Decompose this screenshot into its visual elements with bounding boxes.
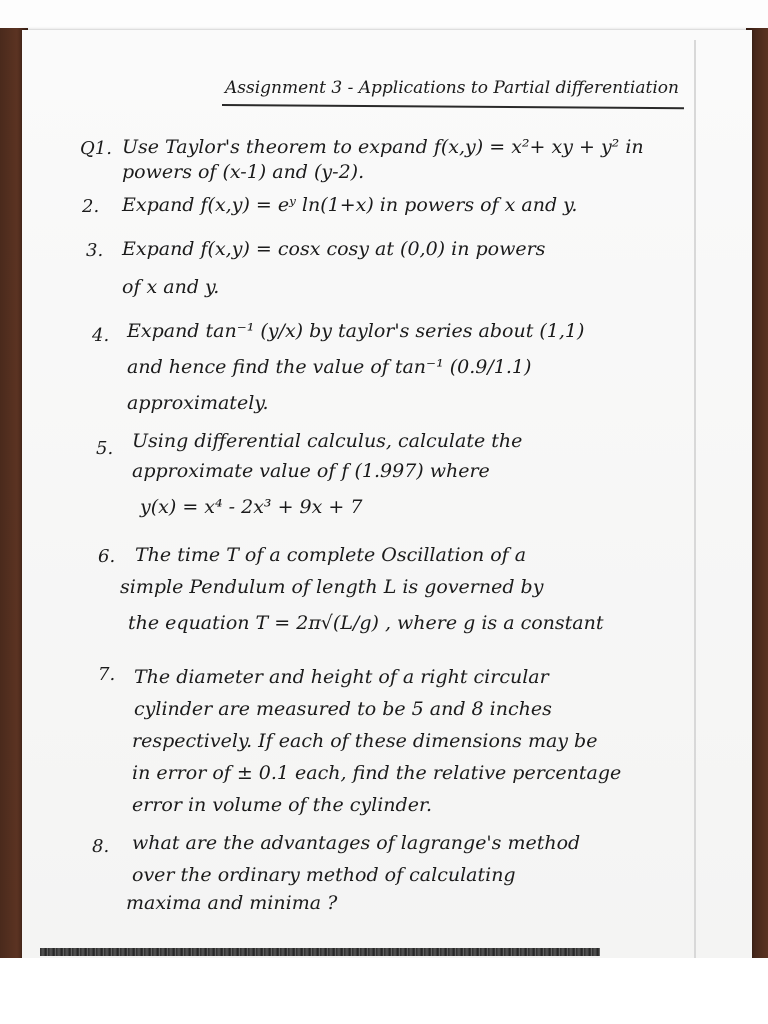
question-7-line-1: The diameter and height of a right circular bbox=[134, 666, 549, 688]
question-3-line-2: of x and y. bbox=[122, 276, 220, 298]
question-8-line-3: maxima and minima ? bbox=[126, 892, 338, 914]
question-2-line-1: Expand f(x,y) = eʸ ln(1+x) in powers of x and y. bbox=[122, 194, 578, 216]
question-8-line-1: what are the advantages of lagrange's method bbox=[132, 832, 581, 854]
question-8-number: 8. bbox=[92, 836, 110, 857]
question-7-line-2: cylinder are measured to be 5 and 8 inches bbox=[134, 698, 552, 720]
question-4-number: 4. bbox=[92, 325, 110, 346]
background-top bbox=[0, 0, 768, 28]
question-3-line-1: Expand f(x,y) = cosx cosy at (0,0) in powers bbox=[122, 238, 546, 260]
question-3-number: 3. bbox=[86, 240, 104, 261]
question-1-number: Q1. bbox=[80, 138, 112, 159]
question-2-number: 2. bbox=[82, 196, 100, 217]
question-4-line-3: approximately. bbox=[127, 392, 269, 414]
question-1-line-1: Use Taylor's theorem to expand f(x,y) = x²+ xy + y² in bbox=[122, 136, 644, 158]
paper-bottom-edge bbox=[40, 948, 600, 956]
question-7-line-4: in error of ± 0.1 each, find the relative percentage bbox=[132, 762, 622, 784]
question-4-line-2: and hence find the value of tan⁻¹ (0.9/1.1) bbox=[127, 356, 532, 378]
question-4-line-1: Expand tan⁻¹ (y/x) by taylor's series about (1,1) bbox=[127, 320, 585, 342]
background-bottom bbox=[0, 958, 768, 1024]
question-5-line-2: approximate value of f (1.997) where bbox=[132, 460, 490, 482]
question-6-line-1: The time T of a complete Oscillation of a bbox=[135, 544, 527, 566]
question-5-number: 5. bbox=[96, 438, 114, 459]
question-7-number: 7. bbox=[98, 664, 116, 685]
question-7-line-3: respectively. If each of these dimensions may be bbox=[132, 730, 598, 752]
question-6-number: 6. bbox=[98, 546, 116, 567]
assignment-title: Assignment 3 - Applications to Partial differentiation bbox=[225, 78, 679, 98]
question-7-line-5: error in volume of the cylinder. bbox=[132, 794, 432, 816]
question-5-line-1: Using differential calculus, calculate the bbox=[132, 430, 523, 452]
question-1-line-2: powers of (x-1) and (y-2). bbox=[122, 161, 365, 183]
question-6-line-3: the equation T = 2π√(L/g) , where g is a constant bbox=[128, 612, 604, 634]
question-6-line-2: simple Pendulum of length L is governed by bbox=[120, 576, 544, 598]
paper-fold-edge bbox=[694, 40, 696, 958]
question-8-line-2: over the ordinary method of calculating bbox=[132, 864, 516, 886]
question-5-line-3: y(x) = x⁴ - 2x³ + 9x + 7 bbox=[140, 496, 363, 518]
